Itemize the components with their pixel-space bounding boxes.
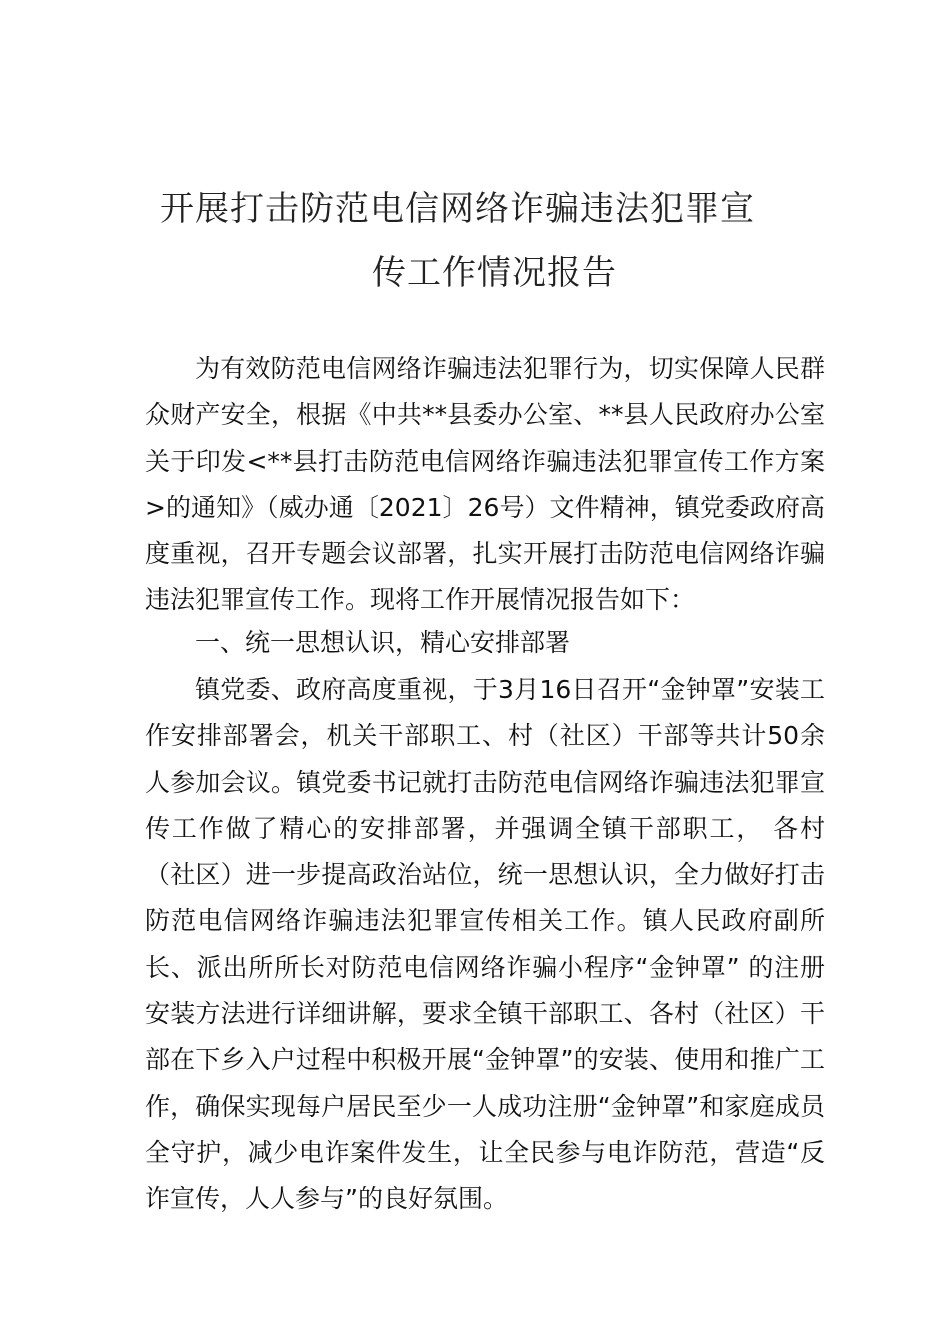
section-heading-1: 一、统一思想认识，精心安排部署 — [195, 628, 571, 657]
section-1-paragraph: 镇党委、政府高度重视，于3月16日召开“金钟罩”安装工作安排部署会，机关干部职工、村（社区）干部等共计50余人参加会议。镇党委书记就打击防范电信网络诈骗违法犯罪宣传工作做了精心的安排部署，并强调全镇干部职工， 各村（社区）进一步提高政治站位，统一思想认识，全力做好打击防范电信网络诈骗违法犯罪宣传相关工作。镇人民政府副所长、派出所所长对防范电信网络诈骗小程序“金钟罩” 的注册安装方法进行详细讲解，要求全镇干部职工、各村（社区）干部在下乡入户过程中积极开展“金钟罩”的安装、使用和推广工作，确保实现每户居民至少一人成功注册“金钟罩”和家庭成员全守护，减少电诈案件发生，让全民参与电诈防范，营造“反诈宣传，人人参与”的良好氛围。 — [145, 675, 825, 1214]
intro-paragraph: 为有效防范电信网络诈骗违法犯罪行为，切实保障人民群众财产安全，根据《中共**县委办公室、**县人民政府办公室关于印发<**县打击防范电信网络诈骗违法犯罪宣传工作方案>的通知》（威办通〔2021〕26号）文件精神，镇党委政府高度重视，召开专题会议部署，扎实开展打击防范电信网络诈骗违法犯罪宣传工作。现将工作开展情况报告如下： — [145, 354, 825, 615]
document-title-line-1: 开展打击防范电信网络诈骗违法犯罪宣 — [160, 189, 755, 229]
document-title-line-2: 传工作情况报告 — [372, 253, 617, 293]
